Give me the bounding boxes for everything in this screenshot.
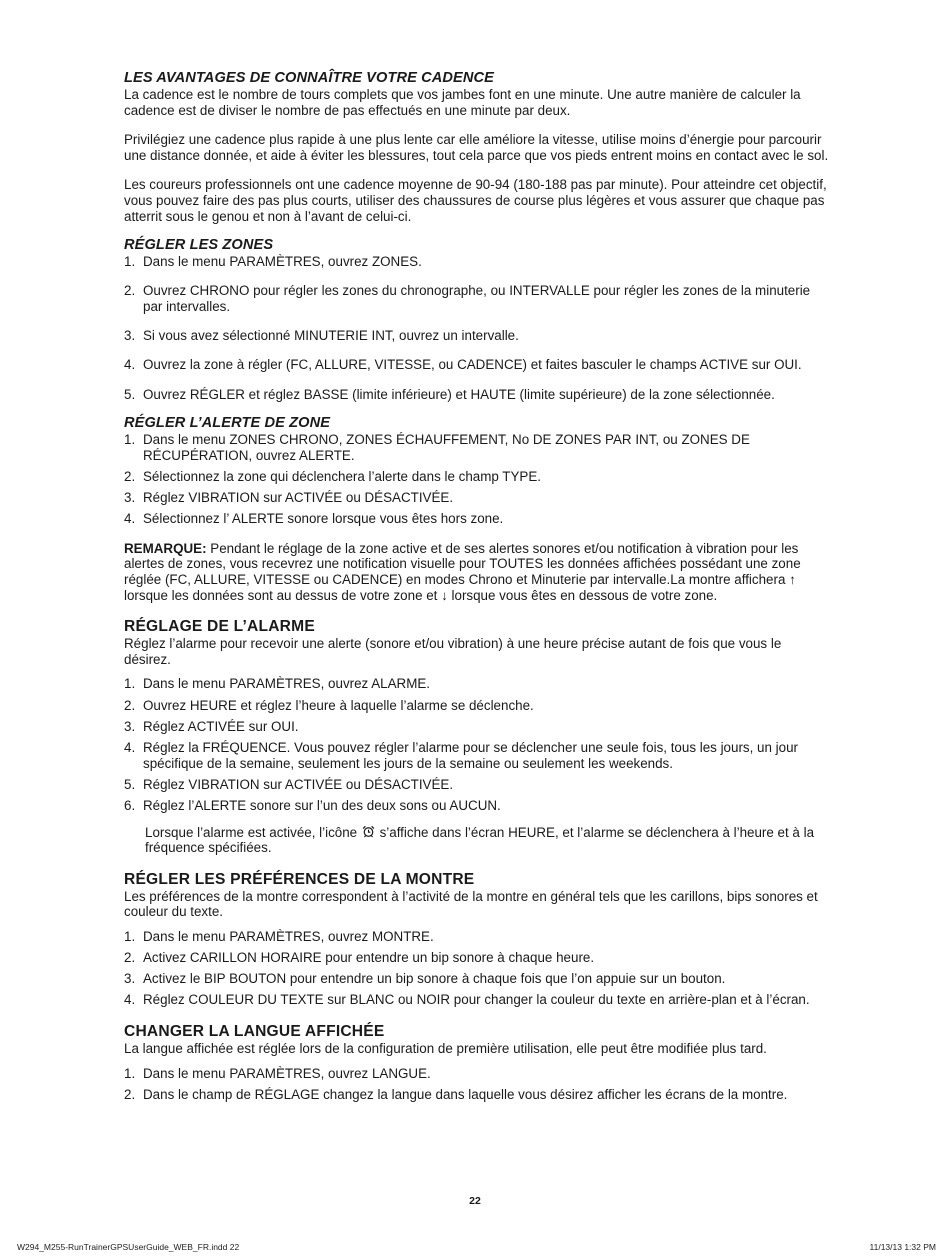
alarm-steps [124, 676, 830, 813]
list-item: 2. Ouvrez CHRONO pour régler les zones du chronographe, ou INTERVALLE pour régler les zones de la minuterie par intervalles. [124, 283, 811, 314]
print-slug-timestamp: 11/13/13 1:32 PM [869, 1242, 936, 1252]
alarm-section [124, 618, 830, 856]
note-text: Pendant le réglage de la zone active et de ses alertes sonores et/ou notification à vibration pour les alertes de zones, vous recevrez une notification visuelle pour TOUTES les données affichées possédant une zone réglée (FC, ALLURE, VITESSE ou CADENCE) en modes Chrono et Minuterie par intervalle.La montre affichera ↑ lorsque les données sont au dessus de votre zone et ↓ lorsque vous êtes en dessous de votre zone. [124, 540, 801, 603]
list-item: 4. Ouvrez la zone à régler (FC, ALLURE, VITESSE, ou CADENCE) et faites basculer le champs ACTIVE sur OUI. [124, 357, 802, 373]
alarm-heading: RÉGLAGE DE L’ALARME [124, 618, 315, 636]
cadence-paragraph-2: Privilégiez une cadence plus rapide à une plus lente car elle améliore la vitesse, utilise moins d’énergie pour parcourir une distance donnée, et aide à éviter les blessures, tout cela parce que vos pieds entrent moins en contact avec le sol. [124, 132, 829, 163]
alarm-clock-icon [362, 825, 375, 838]
zones-section [124, 237, 830, 402]
list-item: 1. Dans le menu PARAMÈTRES, ouvrez ALARME. [124, 676, 431, 692]
print-slug-filename: W294_M255-RunTrainerGPSUserGuide_WEB_FR.indd 22 [17, 1242, 240, 1252]
cadence-heading: LES AVANTAGES DE CONNAÎTRE VOTRE CADENCE [124, 70, 494, 86]
list-item: 2. Activez CARILLON HORAIRE pour entendre un bip sonore à chaque heure. [124, 950, 595, 966]
zone-alert-heading: RÉGLER L’ALERTE DE ZONE [124, 415, 331, 432]
zone-alert-steps [124, 432, 830, 527]
list-item: 3. Réglez ACTIVÉE sur OUI. [124, 718, 299, 734]
watch-prefs-section [124, 871, 830, 1008]
list-item: 5. Ouvrez RÉGLER et réglez BASSE (limite inférieure) et HAUTE (limite supérieure) de la zone sélectionnée. [124, 386, 775, 402]
cadence-paragraph-3: Les coureurs professionnels ont une cadence moyenne de 90-94 (180-188 pas par minute). Pour atteindre cet objectif, vous pouvez faire des pas plus courts, utiliser des chaussures de course plus légères et vous assurer que chaque pas atterrit sous le genou et non à l’avant de celui-ci. [124, 177, 827, 224]
list-item: 5. Réglez VIBRATION sur ACTIVÉE ou DÉSACTIVÉE. [124, 776, 454, 792]
list-item: 3. Réglez VIBRATION sur ACTIVÉE ou DÉSACTIVÉE. [124, 490, 454, 506]
list-item: 6. Réglez l’ALERTE sonore sur l’un des deux sons ou AUCUN. [124, 797, 501, 813]
list-item: 4. Réglez COULEUR DU TEXTE sur BLANC ou NOIR pour changer la couleur du texte en arrière-plan et à l’écran. [124, 992, 810, 1008]
list-item: 4. Réglez la FRÉQUENCE. Vous pouvez régler l’alarme pour se déclencher une seule fois, tous les jours, un jour spécifique de la semaine, seulement les jours de la semaine ou seulement les weekends. [124, 739, 798, 771]
page-number: 22 [469, 1195, 481, 1207]
alarm-intro: Réglez l’alarme pour recevoir une alerte (sonore et/ou vibration) à une heure précise autant de fois que vous le désirez. [124, 636, 782, 667]
language-intro: La langue affichée est réglée lors de la configuration de première utilisation, elle peut être modifiée plus tard. [124, 1041, 767, 1057]
list-item: 3. Activez le BIP BOUTON pour entendre un bip sonore à chaque fois que l’on appuie sur un bouton. [124, 971, 726, 987]
list-item: 1. Dans le menu PARAMÈTRES, ouvrez MONTRE. [124, 928, 434, 944]
list-item: 1. Dans le menu ZONES CHRONO, ZONES ÉCHAUFFEMENT, No DE ZONES PAR INT, ou ZONES DE RÉCUPÉRATION, ouvrez ALERTE. [124, 432, 750, 463]
list-item: 1. Dans le menu PARAMÈTRES, ouvrez LANGUE. [124, 1065, 431, 1081]
zones-heading: RÉGLER LES ZONES [124, 237, 274, 254]
language-steps [124, 1066, 830, 1103]
list-item: 3. Si vous avez sélectionné MINUTERIE INT, ouvrez un intervalle. [124, 328, 519, 344]
cadence-paragraph-1: La cadence est le nombre de tours complets que vos jambes font en une minute. Une autre manière de calculer la cadence est de diviser le nombre de pas effectués en une minute par deux. [124, 87, 801, 118]
cadence-section [124, 70, 830, 224]
zone-alert-note [124, 541, 830, 603]
note-label: REMARQUE: [124, 540, 207, 556]
language-section [124, 1023, 830, 1102]
zones-steps [124, 254, 830, 402]
list-item: 2. Sélectionnez la zone qui déclenchera l’alerte dans le champ TYPE. [124, 468, 541, 484]
list-item: 2. Ouvrez HEURE et réglez l’heure à laquelle l’alarme se déclenche. [124, 697, 534, 713]
alarm-note: Lorsque l’alarme est activée, l’icône s’affiche dans l’écran HEURE, et l’alarme se déclenchera à l’heure et à la fréquence spécifiées. [145, 824, 815, 856]
watch-prefs-intro: Les préférences de la montre correspondent à l’activité de la montre en général tels que les carillons, bips sonores et couleur du texte. [124, 888, 818, 920]
list-item: 1. Dans le menu PARAMÈTRES, ouvrez ZONES. [124, 254, 422, 270]
list-item: 2. Dans le champ de RÉGLAGE changez la langue dans laquelle vous désirez afficher les écrans de la montre. [124, 1086, 788, 1102]
page-content [124, 70, 830, 1102]
watch-prefs-heading: RÉGLER LES PRÉFÉRENCES DE LA MONTRE [124, 870, 475, 888]
list-item: 4. Sélectionnez l’ ALERTE sonore lorsque vous êtes hors zone. [124, 511, 504, 527]
zone-alert-section [124, 415, 830, 603]
watch-prefs-steps [124, 929, 830, 1008]
language-heading: CHANGER LA LANGUE AFFICHÉE [124, 1023, 385, 1041]
